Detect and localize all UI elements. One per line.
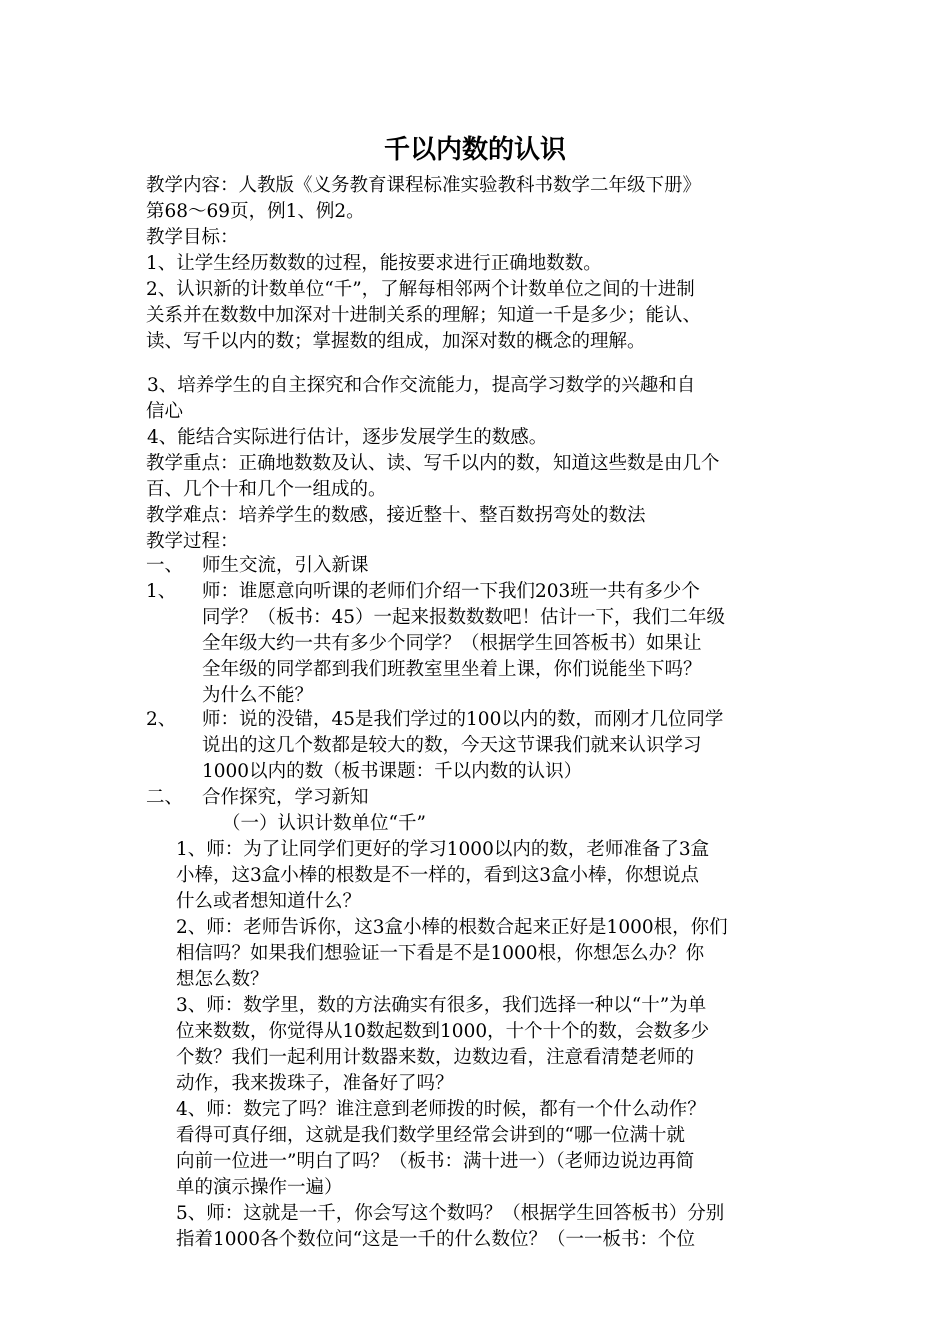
list-item-line: 说出的这几个数都是较大的数，今天这节课我们就来认识学习 — [202, 735, 702, 756]
text-line: 百、几个十和几个一组成的。 — [146, 479, 387, 500]
text-line: 个数？我们一起利用计数器来数，边数边看，注意看清楚老师的 — [176, 1047, 695, 1068]
text-line: 动作，我来拨珠子，准备好了吗？ — [176, 1073, 454, 1094]
text-line: 教学过程： — [146, 531, 239, 552]
section-marker: 一、 — [146, 555, 184, 576]
text-line: 单的演示操作一遍） — [176, 1177, 343, 1198]
text-line: 1、师：为了让同学们更好的学习1000以内的数，老师准备了3盒 — [176, 839, 710, 860]
subsection-heading: （一）认识计数单位“千” — [222, 813, 426, 834]
text-line: 关系并在数数中加深对十进制关系的理解；知道一千是多少；能认、 — [146, 305, 702, 326]
section-heading: 合作探究，学习新知 — [202, 787, 369, 808]
text-line: 指着1000各个数位问“这是一千的什么数位？（一一板书：个位 — [176, 1229, 696, 1250]
text-line: 想怎么数？ — [176, 969, 269, 990]
text-line: 教学难点：培养学生的数感，接近整十、整百数拐弯处的数法 — [146, 505, 646, 526]
text-line: 什么或者想知道什么？ — [176, 891, 362, 912]
text-line: 4、师：数完了吗？谁注意到老师拨的时候，都有一个什么动作？ — [176, 1099, 706, 1120]
text-line: 教学目标： — [146, 227, 239, 248]
text-line: 读、写千以内的数；掌握数的组成，加深对数的概念的理解。 — [146, 331, 646, 352]
text-line: 2、认识新的计数单位“千”，了解每相邻两个计数单位之间的十进制 — [146, 279, 695, 300]
list-item-line: 同学？（板书：45）一起来报数数数吧！估计一下，我们二年级 — [202, 607, 726, 628]
text-line: 3、培养学生的自主探究和合作交流能力，提高学习数学的兴趣和自 — [147, 375, 696, 396]
text-line: 5、师：这就是一千，你会写这个数吗？（根据学生回答板书）分别 — [176, 1203, 725, 1224]
document-title: 千以内数的认识 — [383, 135, 566, 165]
list-item-line: 全年级的同学都到我们班教室里坐着上课，你们说能坐下吗？ — [202, 659, 702, 680]
list-item-line: 为什么不能？ — [202, 685, 314, 706]
list-item-line: 师：谁愿意向听课的老师们介绍一下我们203班一共有多少个 — [202, 581, 700, 602]
text-line: 小棒，这3盒小棒的根数是不一样的，看到这3盒小棒，你想说点 — [176, 865, 700, 886]
list-item-line: 全年级大约一共有多少个同学？（根据学生回答板书）如果让 — [202, 633, 702, 654]
text-line: 1、让学生经历数数的过程，能按要求进行正确地数数。 — [146, 253, 602, 274]
text-line: 向前一位进一”明白了吗？（板书：满十进一）（老师边说边再简 — [176, 1151, 695, 1172]
text-line: 4、能结合实际进行估计，逐步发展学生的数感。 — [147, 427, 548, 448]
list-item-line: 师：说的没错，45是我们学过的100以内的数，而刚才几位同学 — [202, 709, 724, 730]
text-line: 2、师：老师告诉你，这3盒小棒的根数合起来正好是1000根，你们 — [176, 917, 728, 938]
text-line: 教学内容：人教版《义务教育课程标准实验教科书数学二年级下册》 — [146, 175, 702, 196]
text-line: 第68～69页，例1、例2。 — [146, 201, 365, 222]
list-marker: 2、 — [146, 709, 177, 730]
section-heading: 师生交流，引入新课 — [202, 555, 369, 576]
list-item-line: 1000以内的数（板书课题：千以内数的认识） — [202, 761, 583, 782]
text-line: 信心 — [146, 401, 184, 422]
text-line: 相信吗？如果我们想验证一下看是不是1000根，你想怎么办？你 — [176, 943, 705, 964]
text-line: 看得可真仔细，这就是我们数学里经常会讲到的“哪一位满十就 — [176, 1125, 685, 1146]
section-marker: 二、 — [146, 787, 184, 808]
text-line: 教学重点：正确地数数及认、读、写千以内的数，知道这些数是由几个 — [146, 453, 720, 474]
list-marker: 1、 — [146, 581, 177, 602]
text-line: 位来数数，你觉得从10数起数到1000，十个十个的数，会数多少 — [176, 1021, 710, 1042]
text-line: 3、师：数学里，数的方法确实有很多，我们选择一种以“十”为单 — [176, 995, 707, 1016]
